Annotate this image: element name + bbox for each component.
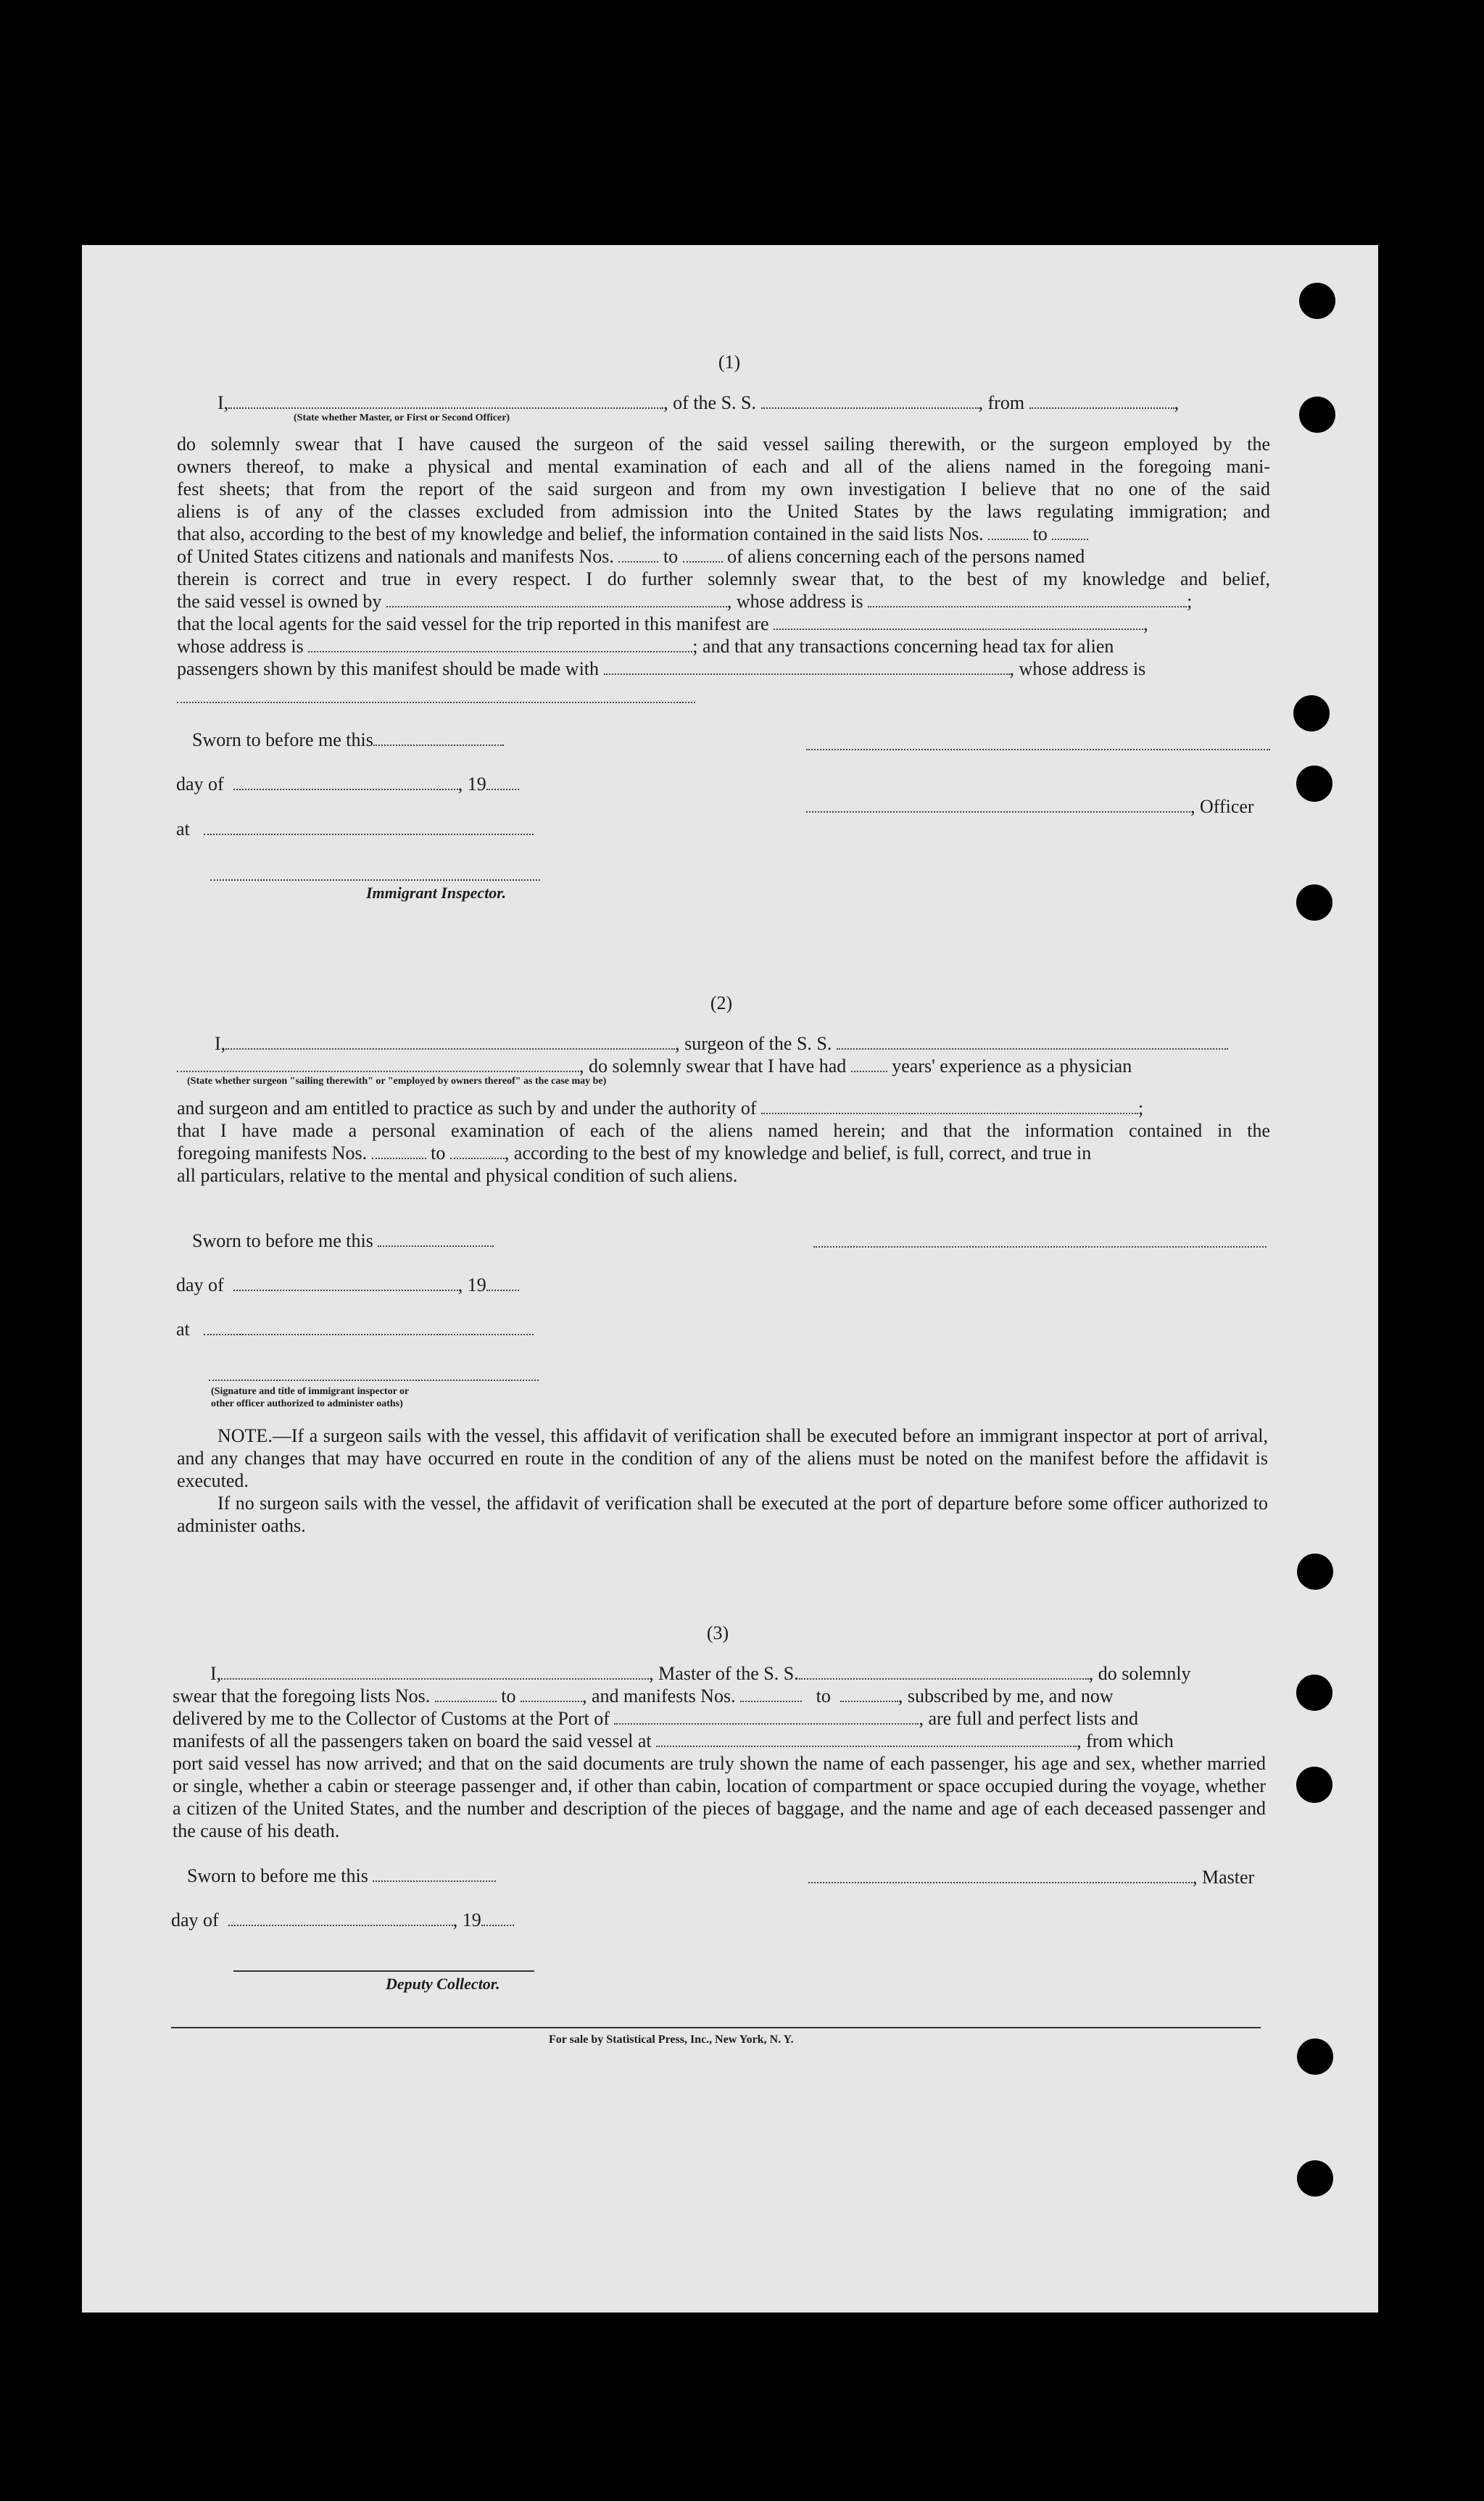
text: day of [176,1274,224,1295]
text: , surgeon of the S. S. [675,1033,832,1054]
blank-year[interactable] [481,1924,514,1926]
blank-at-place[interactable] [204,1333,534,1335]
text: to [663,546,679,567]
blank-master[interactable] [228,407,663,409]
text: , subscribed by me, and now [898,1685,1114,1706]
deputy-collector-label: Deputy Collector. [386,1975,500,1993]
signature-line-surgeon[interactable] [813,1246,1267,1248]
punch-hole [1297,2160,1333,2197]
note-surgeon: (State whether surgeon "sailing therewith" or "employed by owners thereof" as the case may be) [187,1076,607,1087]
line [173,1707,1266,1730]
text: the said vessel is owned by [177,591,382,612]
blank-port-departure[interactable] [656,1745,1077,1747]
punch-hole [1296,884,1332,921]
blank-years[interactable] [851,1070,887,1072]
text: —If a surgeon sails with the vessel, this affidavit of verification shall be executed before an immigrant inspector at port of arrival, and any changes that may have occurred en route in the condition of any of the aliens must be noted on the manifest before the affidavit is executed. [177,1425,1268,1491]
section-1-body [177,433,1270,680]
text: , whose address is [1009,658,1146,679]
blank-day-month[interactable] [233,1289,458,1291]
sworn-3 [187,1865,496,1887]
at-1 [176,818,534,840]
note-label: NOTE. [217,1425,273,1446]
line: that I have made a personal examination of each of the aliens named herein; and that the information contained in the [177,1120,1270,1141]
text: I, [217,392,229,413]
text: , from [978,392,1025,413]
blank-sworn-day[interactable] [373,1880,496,1882]
text: to [816,1685,831,1706]
section-2-body [177,1097,1270,1187]
officer-line [806,795,1254,818]
text: at [176,1319,190,1340]
text: delivered by me to the Collector of Customs at the Port of [173,1708,610,1729]
text: of aliens concerning each of the persons named [727,546,1085,567]
text: I, [215,1033,226,1054]
blank-manifest-from[interactable] [372,1157,426,1159]
signature-line-officer[interactable] [806,810,1190,813]
section-2-number: (2) [710,992,733,1013]
text: day of [171,1909,219,1930]
day-of-3 [171,1909,514,1931]
day-of-1 [176,773,519,795]
text: ; [1138,1098,1144,1119]
punch-hole [1299,283,1335,319]
blank-manifest-to[interactable] [840,1700,898,1702]
text: I, [210,1663,222,1684]
blank-list-to[interactable] [1052,538,1088,540]
line [177,658,1270,680]
line: therein is correct and true in every respect. I do further solemnly swear that, to the best of my knowledge and belief, [177,568,1270,589]
text: passengers shown by this manifest should be made with [177,658,600,679]
line: aliens is of any of the classes excluded from admission into the United States by the laws regulating immigration; and [177,501,1270,522]
text: , do solemnly swear that I have had [579,1055,847,1077]
blank-surgeon-name[interactable] [225,1048,675,1050]
text: , from which [1077,1730,1174,1751]
blank-ship[interactable] [761,407,979,409]
line [177,523,1270,545]
at-2 [176,1318,534,1340]
line [177,635,1270,658]
text: , are full and perfect lists and [919,1708,1138,1729]
line [173,1662,1266,1685]
blank-agent-address[interactable] [308,650,692,652]
sworn-1 [192,729,504,751]
signature-line-master[interactable] [808,1881,1193,1883]
punch-hole [1297,1554,1333,1590]
blank-year[interactable] [486,788,519,790]
section-2-line-2 [177,1055,1132,1077]
section-1-line-1 [217,391,1179,414]
text: , [1143,613,1148,634]
line: all particulars, relative to the mental and physical condition of such aliens. [177,1165,738,1186]
line: do solemnly swear that I have caused the surgeon of the said vessel sailing therewith, or the surgeon employed by the [177,434,1270,455]
text: , according to the best of my knowledge and belief, is full, correct, and true in [504,1142,1092,1164]
text: , Officer [1190,796,1254,817]
text: day of [176,773,224,795]
punch-hole [1299,397,1335,433]
text: , 19 [457,1274,486,1295]
blank-from[interactable] [1029,407,1174,409]
blank-surgeon-ship[interactable] [837,1048,1228,1050]
note-block [177,1424,1268,1537]
note-master: (State whether Master, or First or Second Officer) [294,412,510,423]
signature-line-inspector[interactable] [210,879,540,881]
punch-hole [1296,766,1332,802]
punch-hole [1296,1767,1332,1803]
signature-line-deputy[interactable] [233,1970,534,1972]
text: years' experience as a physician [892,1055,1132,1077]
line [173,1730,1266,1752]
blank-port[interactable] [614,1722,919,1725]
section-3-body [173,1662,1266,1842]
line [177,1142,1270,1164]
line [177,1097,1270,1119]
text: , Master [1193,1867,1255,1888]
sworn-2 [192,1229,494,1252]
master-line [808,1866,1254,1888]
blank-agents[interactable] [774,628,1143,630]
blank-at-place[interactable] [204,833,534,835]
text: manifests of all the passengers taken on board the said vessel at [173,1730,652,1751]
blank-list-from[interactable] [988,538,1028,540]
blank-owner-address[interactable] [868,605,1187,607]
blank-day-month[interactable] [233,788,458,790]
text: , 19 [452,1909,481,1930]
blank-list-from[interactable] [435,1700,497,1702]
text: to [501,1685,516,1706]
line [177,613,1270,635]
text: Sworn to before me this [187,1865,368,1886]
signature-line-1a[interactable] [806,749,1270,750]
text: , [1174,392,1180,413]
text: of United States citizens and nationals and manifests Nos. [177,546,614,567]
text: to [431,1142,446,1164]
text: at [176,818,190,839]
paragraph: port said vessel has now arrived; and that on the said documents are truly shown the name of each passenger, his age and sex, whether married or single, whether a cabin or steerage passenger and, if other than cabin, location of compartment or space occupied during the voyage, whether a citizen of the United States, and the number and description of the pieces of baggage, and the name and age of each deceased passenger and the cause of his death. [173,1753,1266,1841]
line: fest sheets; that from the report of the said surgeon and from my own investigation I believe that no one of the said [177,478,1270,499]
text: swear that the foregoing lists Nos. [173,1685,431,1706]
blank-authority[interactable] [761,1112,1138,1114]
signature-note-1: (Signature and title of immigrant inspector or [211,1386,410,1397]
blank-master-name[interactable] [221,1677,649,1680]
blank-sworn-day[interactable] [373,744,504,746]
blank-list-to[interactable] [521,1700,582,1702]
punch-hole [1293,695,1330,731]
line: owners thereof, to make a physical and mental examination of each and all of the aliens named in the foregoing mani- [177,456,1270,477]
blank-manifest-from[interactable] [618,560,658,563]
text: foregoing manifests Nos. [177,1142,368,1164]
immigrant-inspector-label: Immigrant Inspector. [366,884,507,902]
blank-owner[interactable] [386,605,727,607]
text: , and manifests Nos. [582,1685,736,1706]
text: Sworn to before me this [192,1230,373,1251]
text: Sworn to before me this [192,729,373,750]
blank-manifest-from[interactable] [740,1700,802,1702]
line [173,1685,1266,1707]
blank-surgeon-type[interactable] [177,1070,579,1072]
blank-year[interactable] [486,1289,519,1291]
day-of-2 [176,1274,519,1296]
text: , do solemnly [1088,1663,1191,1684]
note-paragraph-2: If no surgeon sails with the vessel, the affidavit of verification shall be executed at the port of departure before some officer authorized to administer oaths. [177,1493,1268,1536]
blank-head-tax[interactable] [604,673,1010,675]
text: to [1032,523,1048,544]
text: that also, according to the best of my knowledge and belief, the information contained in the said lists Nos. [177,523,984,544]
text: , of the S. S. [663,392,757,413]
text: ; [1187,591,1193,612]
section-3-number: (3) [706,1622,729,1643]
blank-day-month[interactable] [228,1924,453,1926]
blank-manifest-to[interactable] [450,1157,505,1159]
printer-credit: For sale by Statistical Press, Inc., New York, N. Y. [549,2033,794,2046]
punch-hole [1296,1675,1332,1711]
section-1-number: (1) [718,352,741,373]
blank-manifest-to[interactable] [683,560,723,563]
blank-sworn-day[interactable] [378,1245,494,1247]
line [177,545,1270,568]
signature-note-2: other officer authorized to administer oaths) [211,1398,403,1409]
signature-line-inspector-2[interactable] [209,1380,539,1381]
text: whose address is [177,636,304,657]
section-2-line-1 [215,1032,1228,1055]
text: , 19 [457,773,486,795]
note-paragraph-1 [177,1424,1268,1492]
footer-rule [171,2027,1261,2028]
text: and surgeon and am entitled to practice as such by and under the authority of [177,1098,757,1119]
text: ; and that any transactions concerning head tax for alien [692,636,1114,657]
blank-head-tax-address[interactable] [177,702,695,703]
blank-master-ship[interactable] [799,1677,1089,1680]
punch-hole [1297,2038,1333,2075]
line [177,590,1270,613]
text: , whose address is [726,591,863,612]
text: , Master of the S. S. [649,1663,799,1684]
text: that the local agents for the said vessel for the trip reported in this manifest are [177,613,769,634]
